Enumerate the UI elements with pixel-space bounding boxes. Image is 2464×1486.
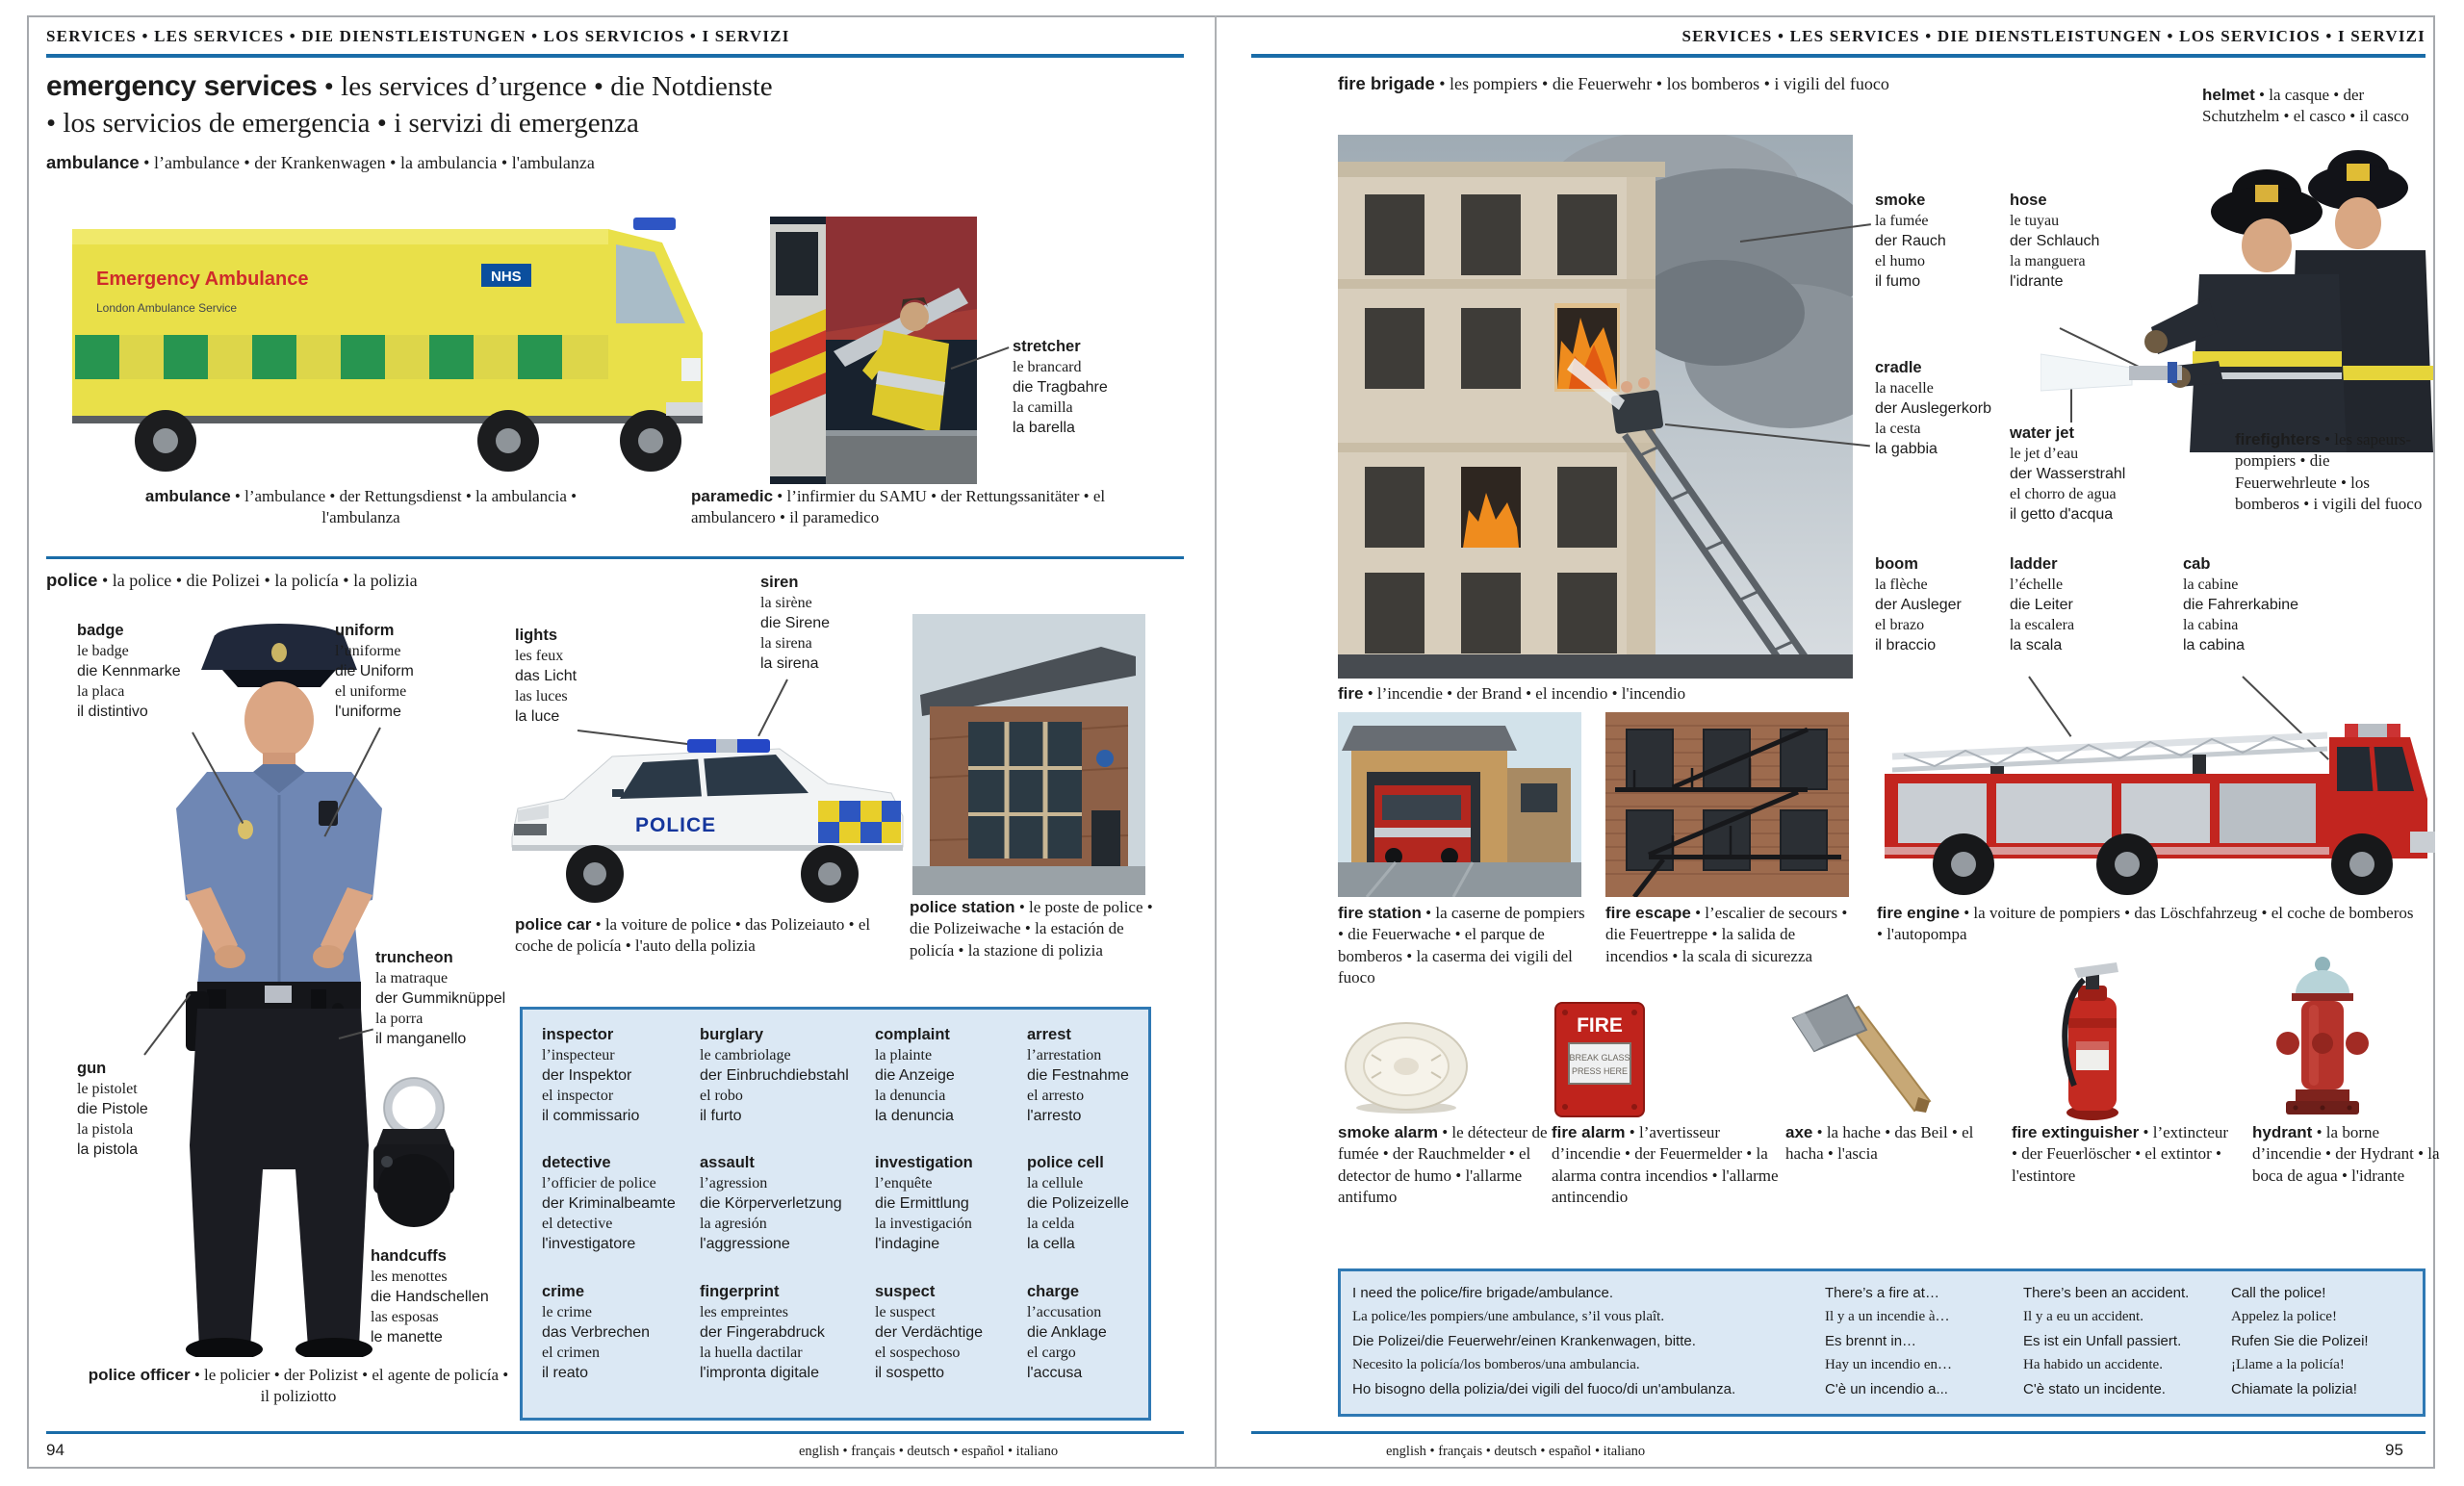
page-title-rest: • les services d’urgence • die Notdienste [317, 71, 773, 102]
paramedic-photo [770, 217, 977, 484]
police-car-photo [499, 685, 914, 911]
hydrant-photo [2267, 951, 2378, 1122]
fire-alarm-title-text: FIRE [1577, 1014, 1623, 1037]
phrase-col-fire-at: There’s a fire at… Il y a un incendie à… Es brennt in… Hay un incendio en… C'è un incendio a... [1825, 1285, 1953, 1397]
axe-photo [1785, 989, 1939, 1120]
fire-caption: fire • l’incendie • der Brand • el incendio • l'incendio [1338, 684, 1686, 703]
smoke-alarm-photo [1343, 1018, 1473, 1114]
right-footer-rule [1251, 1431, 2426, 1434]
callout-cab: cab la cabine die Fahrerkabine la cabina la cabina [2183, 555, 2299, 653]
vocab-cell-charge: charge l’accusation die Anklage el cargo l'accusa [1027, 1282, 1107, 1381]
fire-escape-photo [1605, 712, 1849, 897]
callout-hose: hose le tuyau der Schlauch la manguera l'idrante [2010, 192, 2100, 290]
police-car-text: POLICE [635, 814, 717, 836]
vocab-cell-investigation: investigation l’enquête die Ermittlung la investigación l'indagine [875, 1154, 973, 1253]
left-footer-languages: english • français • deutsch • español • italiano [799, 1444, 1059, 1459]
section-police-heading: police • la police • die Polizei • la policía • la polizia [46, 570, 418, 590]
callout-truncheon: truncheon la matraque der Gummiknüppel la porra il manganello [375, 949, 506, 1047]
handcuffs-photo [356, 1073, 470, 1229]
fire-alarm-photo [1552, 999, 1648, 1120]
section-fire-brigade-heading: fire brigade • les pompiers • die Feuerwehr • los bomberos • i vigili del fuoco [1338, 73, 1889, 93]
callout-lights: lights les feux das Licht las luces la luce [515, 627, 578, 725]
right-running-header: SERVICES • LES SERVICES • DIE DIENSTLEISTUNGEN • LOS SERVICIOS • I SERVIZI [1681, 27, 2426, 45]
left-page-number: 94 [46, 1441, 64, 1459]
fire-engine-caption: fire engine • la voiture de pompiers • das Löschfahrzeug • el coche de bomberos • l'autopompa [1877, 904, 2414, 944]
vocab-cell-police-cell: police cell la cellule die Polizeizelle la celda la cella [1027, 1154, 1129, 1253]
phrasebook-box [1338, 1268, 2426, 1417]
callout-cradle: cradle la nacelle der Auslegerkorb la cesta la gabbia [1875, 359, 1991, 457]
vocab-cell-fingerprint: fingerprint les empreintes der Fingerabdruck la huella dactilar l'impronta digitale [700, 1282, 825, 1381]
page-title-en: emergency services [46, 70, 318, 102]
ambulance-operator-text: London Ambulance Service [96, 301, 238, 315]
ambulance-caption: ambulance • l’ambulance • der Rettungsdienst • la ambulancia • l'ambulanza [144, 487, 578, 527]
callout-stretcher: stretcher le brancard die Tragbahre la camilla la barella [1013, 338, 1108, 436]
police-station-caption: police station • le poste de police • die Polizeiwache • la estación de policía • la stazione di polizia [910, 898, 1153, 960]
nhs-logo-text: NHS [491, 269, 522, 285]
hydrant-caption: hydrant • la borne d’incendie • der Hydrant • la boca de agua • l'idrante [2252, 1123, 2440, 1185]
phrase-col-call-police: Call the police! Appelez la police! Rufen Sie die Polizei! ¡Llame a la policía! Chiamate la polizia! [2231, 1285, 2369, 1397]
right-footer-languages: english • français • deutsch • español • italiano [1386, 1444, 1646, 1459]
ambulance-sign-text: Emergency Ambulance [96, 269, 309, 290]
fire-escape-caption: fire escape • l’escalier de secours • die Feuertreppe • la salida de incendios • la scala di sicurezza [1605, 904, 1848, 965]
fire-alarm-caption: fire alarm • l’avertisseur d’incendie • der Feuermelder • la alarma contra incendios • l'allarme antincendio [1552, 1123, 1779, 1207]
vocab-cell-complaint: complaint la plainte die Anzeige la denuncia la denuncia [875, 1026, 955, 1124]
vocab-cell-burglary: burglary le cambriolage der Einbruchdiebstahl el robo il furto [700, 1026, 849, 1124]
callout-uniform: uniform l’uniforme die Uniform el uniforme l'uniforme [335, 622, 414, 720]
fire-extinguisher-photo [2045, 961, 2138, 1122]
vocab-table [520, 1007, 1151, 1421]
vocab-cell-detective: detective l’officier de police der Kriminalbeamte el detective l'investigatore [542, 1154, 676, 1253]
fire-engine-photo [1875, 685, 2437, 899]
axe-caption: axe • la hache • das Beil • el hacha • l'ascia [1785, 1123, 1974, 1164]
callout-water-jet: water jet le jet d’eau der Wasserstrahl el chorro de agua il getto d'acqua [2010, 424, 2126, 523]
vocab-cell-suspect: suspect le suspect der Verdächtige el sospechoso il sospetto [875, 1282, 984, 1381]
left-header-rule [46, 54, 1184, 58]
vocab-cell-inspector: inspector l’inspecteur der Inspektor el inspector il commissario [542, 1026, 640, 1124]
left-running-header: SERVICES • LES SERVICES • DIE DIENSTLEISTUNGEN • LOS SERVICIOS • I SERVIZI [46, 27, 790, 45]
fire-station-photo [1338, 712, 1581, 897]
fire-alarm-glass-text: BREAK GLASS [1569, 1053, 1630, 1063]
vocab-cell-crime: crime le crime das Verbrechen el crimen il reato [542, 1282, 651, 1381]
police-officer-caption: police officer • le policier • der Polizist • el agente de policía • il poliziotto [88, 1366, 509, 1406]
callout-helmet: helmet • la casque • der Schutzhelm • el casco • il casco [2202, 86, 2409, 126]
police-station-photo [912, 614, 1145, 895]
right-header-rule [1251, 54, 2426, 58]
paramedic-caption: paramedic • l’infirmier du SAMU • der Rettungssanitäter • el ambulancero • il paramedico [691, 487, 1106, 527]
firefighters-photo [2040, 135, 2437, 452]
callout-badge: badge le badge die Kennmarke la placa il distintivo [77, 622, 181, 720]
callout-ladder: ladder l’échelle die Leiter la escalera la scala [2010, 555, 2075, 653]
fire-alarm-press-text: PRESS HERE [1571, 1066, 1629, 1076]
smoke-alarm-caption: smoke alarm • le détecteur de fumée • der Rauchmelder • el detector de humo • l'allarme antifumo [1338, 1123, 1548, 1207]
page-gutter [1215, 15, 1217, 1469]
left-section-rule [46, 556, 1184, 559]
vocab-cell-arrest: arrest l’arrestation die Festnahme el arresto l'arresto [1027, 1026, 1129, 1124]
callout-gun: gun le pistolet die Pistole la pistola la pistola [77, 1060, 148, 1158]
phrase-col-need-help: I need the police/fire brigade/ambulance. La police/les pompiers/une ambulance, s’il vous plaît. Die Polizei/die Feuerwehr/einen Krankenwagen, bitte. Necesito la policía/los bomberos/una ambulancia. Ho bisogno della polizia/dei vigili del fuoco/di un'ambulanza. [1352, 1285, 1736, 1397]
callout-siren: siren la sirène die Sirene la sirena la sirena [760, 574, 831, 672]
page-title-line2: • los servicios de emergencia • i servizi di emergenza [46, 108, 639, 139]
vocab-cell-assault: assault l’agression die Körperverletzung la agresión l'aggressione [700, 1154, 842, 1253]
fire-photo [1338, 135, 1853, 679]
callout-smoke: smoke la fumée der Rauch el humo il fumo [1875, 192, 1946, 290]
phrase-col-accident: There’s been an accident. Il y a eu un accident. Es ist ein Unfall passiert. Ha habido un accidente. C'è stato un incidente. [2023, 1285, 2190, 1397]
left-footer-rule [46, 1431, 1184, 1434]
fire-station-caption: fire station • la caserne de pompiers • die Feuerwache • el parque de bomberos • la caserma dei vigili del fuoco [1338, 904, 1585, 987]
ambulance-photo [58, 189, 732, 482]
callout-handcuffs: handcuffs les menottes die Handschellen las esposas le manette [371, 1247, 489, 1345]
callout-boom: boom la flèche der Ausleger el brazo il braccio [1875, 555, 1962, 653]
section-ambulance-heading: ambulance • l’ambulance • der Krankenwagen • la ambulancia • l'ambulanza [46, 152, 595, 172]
police-car-caption: police car • la voiture de police • das Polizeiauto • el coche de policía • l'auto della polizia [515, 915, 871, 956]
right-page-number: 95 [2385, 1441, 2403, 1459]
fire-extinguisher-caption: fire extinguisher • l’extincteur • der Feuerlöscher • el extintor • l'estintore [2012, 1123, 2229, 1185]
firefighters-caption: firefighters • les sapeurs-pompiers • die Feuerwehrleute • los bomberos • i vigili del fuoco [2235, 430, 2423, 514]
page-title-line1 [46, 69, 773, 105]
